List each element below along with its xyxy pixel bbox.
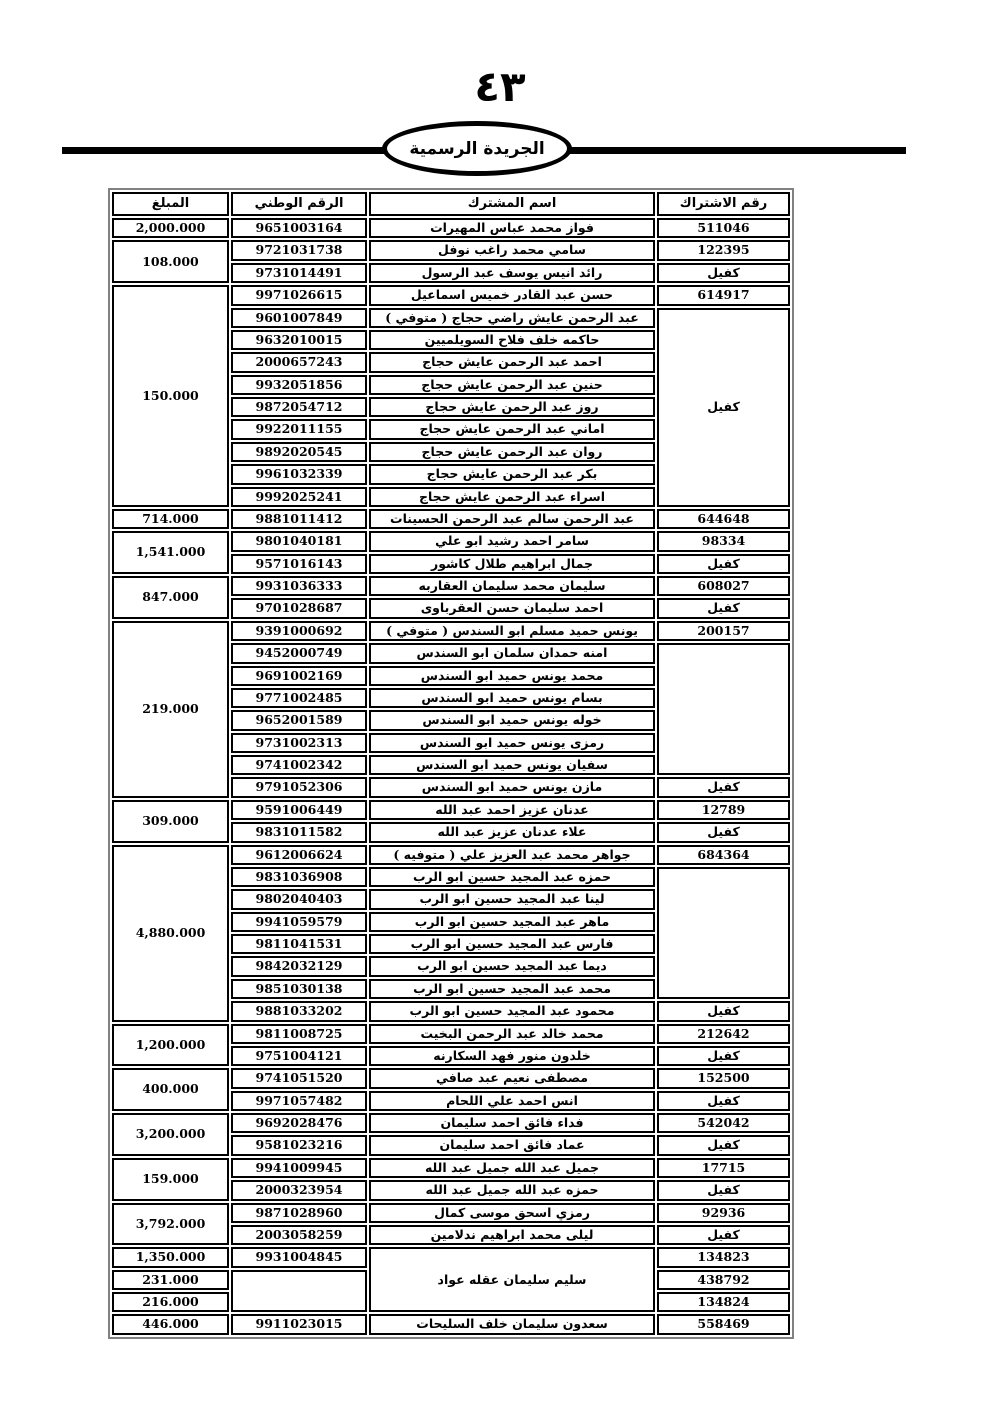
cell-subscriber-name: حمزه عبد الله جميل عبد الله (369, 1180, 655, 1200)
cell-national-number: 9571016143 (231, 554, 367, 574)
cell-national-number: 9932051856 (231, 375, 367, 395)
cell-subscriber-name: رائد انيس يوسف عبد الرسول (369, 263, 655, 283)
cell-subscriber-name: عدنان عزيز احمد عبد الله (369, 800, 655, 820)
cell-national-number: 9872054712 (231, 397, 367, 417)
cell-subscriber-name: حاكمه خلف فلاح السويلميين (369, 330, 655, 350)
cell-subscriber-name: بكر عبد الرحمن عايش حجاج (369, 464, 655, 484)
cell-subscription-number: كفيل (657, 1001, 790, 1021)
cell-subscription-number: 17715 (657, 1158, 790, 1178)
cell-subscriber-name: مصطفى نعيم عبد صافي (369, 1068, 655, 1088)
cell-amount: 231.000 (112, 1270, 229, 1290)
cell-subscriber-name: عبد الرحمن عايش راضي حجاج ( متوفي ) (369, 308, 655, 328)
cell-national-number: 9911023015 (231, 1314, 367, 1334)
cell-subscriber-name: سامر احمد رشيد ابو علي (369, 531, 655, 551)
cell-subscriber-name: سعدون سليمان خلف السليحات (369, 1314, 655, 1334)
cell-subscription-number: كفيل (657, 1091, 790, 1111)
gazette-table-body (112, 218, 790, 1335)
cell-national-number: 9842032129 (231, 956, 367, 976)
cell-subscription-number: 684364 (657, 845, 790, 865)
cell-national-number: 9811041531 (231, 934, 367, 954)
cell-national-number: 9801040181 (231, 531, 367, 551)
cell-subscriber-name: جمال ابراهيم طلال كاشور (369, 554, 655, 574)
page-number: ٤٣ (474, 62, 526, 111)
cell-subscription-number (657, 867, 790, 999)
cell-subscription-number: 92936 (657, 1203, 790, 1223)
cell-subscriber-name: سامي محمد راغب نوفل (369, 240, 655, 260)
table-row (112, 576, 790, 596)
cell-subscription-number: 614917 (657, 285, 790, 305)
cell-national-number: 9771002485 (231, 688, 367, 708)
cell-subscriber-name: ليلى محمد ابراهيم ندلامين (369, 1225, 655, 1245)
cell-subscriber-name: حنين عبد الرحمن عايش حجاج (369, 375, 655, 395)
cell-subscription-number: 134823 (657, 1247, 790, 1267)
cell-national-number: 9831036908 (231, 867, 367, 887)
cell-subscription-number: كفيل (657, 777, 790, 797)
table-header-row (112, 192, 790, 216)
cell-subscriber-name: محمد يونس حميد ابو السندس (369, 666, 655, 686)
table-row (112, 240, 790, 260)
table-row (112, 509, 790, 529)
table-row (112, 1203, 790, 1223)
cell-national-number: 9971057482 (231, 1091, 367, 1111)
cell-subscriber-name: اسراء عبد الرحمن عايش حجاج (369, 487, 655, 507)
cell-subscription-number: 542042 (657, 1113, 790, 1133)
cell-subscriber-name: ديما عبد المجيد حسين ابو الرب (369, 956, 655, 976)
table-row (112, 1068, 790, 1088)
cell-national-number: 9851030138 (231, 979, 367, 999)
cell-subscriber-name: ماهر عبد المجيد حسين ابو الرب (369, 912, 655, 932)
cell-subscription-number: 511046 (657, 218, 790, 238)
cell-amount: 1,541.000 (112, 531, 229, 574)
cell-subscription-number: كفيل (657, 554, 790, 574)
cell-national-number: 9881033202 (231, 1001, 367, 1021)
cell-subscriber-name: لينا عبد المجيد حسين ابو الرب (369, 889, 655, 909)
cell-subscriber-name: جواهر محمد عبد العزيز علي ( متوفيه ) (369, 845, 655, 865)
table-row (112, 218, 790, 238)
cell-subscription-number: 134824 (657, 1292, 790, 1312)
cell-subscriber-name: فواز محمد عباس المهيرات (369, 218, 655, 238)
cell-subscriber-name: عماد فائق احمد سليمان (369, 1135, 655, 1155)
cell-subscriber-name: احمد عبد الرحمن عايش حجاج (369, 352, 655, 372)
cell-subscriber-name: يونس حميد مسلم ابو السندس ( متوفي ) (369, 621, 655, 641)
cell-subscription-number: كفيل (657, 822, 790, 842)
table-row (112, 621, 790, 641)
cell-subscriber-name: روان عبد الرحمن عايش حجاج (369, 442, 655, 462)
banner-title: الجريدة الرسمية (409, 138, 545, 159)
cell-amount: 1,200.000 (112, 1024, 229, 1067)
cell-subscription-number: 212642 (657, 1024, 790, 1044)
cell-national-number: 9871028960 (231, 1203, 367, 1223)
cell-national-number: 9922011155 (231, 419, 367, 439)
cell-amount: 446.000 (112, 1314, 229, 1334)
cell-national-number: 2003058259 (231, 1225, 367, 1245)
cell-subscription-number: كفيل (657, 598, 790, 618)
cell-national-number: 9601007849 (231, 308, 367, 328)
subscriber-table-wrap (108, 188, 792, 1339)
cell-national-number (231, 1270, 367, 1313)
cell-amount: 3,792.000 (112, 1203, 229, 1246)
table-row (112, 531, 790, 551)
cell-national-number: 9941009945 (231, 1158, 367, 1178)
cell-national-number: 9931004845 (231, 1247, 367, 1267)
table-row (112, 800, 790, 820)
cell-subscription-number: 608027 (657, 576, 790, 596)
cell-subscriber-name: سليمان محمد سليمان العقاربه (369, 576, 655, 596)
cell-subscription-number: كفيل (657, 1135, 790, 1155)
cell-subscription-number: 98334 (657, 531, 790, 551)
table-row (112, 285, 790, 305)
cell-amount: 216.000 (112, 1292, 229, 1312)
cell-subscriber-name: رمزى يونس حميد ابو السندس (369, 733, 655, 753)
cell-subscriber-name: روز عبد الرحمن عايش حجاج (369, 397, 655, 417)
cell-national-number: 9741051520 (231, 1068, 367, 1088)
cell-amount: 2,000.000 (112, 218, 229, 238)
cell-subscription-number: كفيل (657, 263, 790, 283)
cell-subscription-number: 152500 (657, 1068, 790, 1088)
cell-national-number: 9651003164 (231, 218, 367, 238)
header-national-number: الرقم الوطني (231, 192, 367, 216)
cell-subscription-number: كفيل (657, 1180, 790, 1200)
cell-national-number: 9751004121 (231, 1046, 367, 1066)
cell-national-number: 9721031738 (231, 240, 367, 260)
cell-subscription-number: كفيل (657, 308, 790, 507)
cell-subscriber-name: خوله يونس حميد ابو السندس (369, 710, 655, 730)
cell-subscription-number: 12789 (657, 800, 790, 820)
cell-national-number: 9452000749 (231, 643, 367, 663)
cell-national-number: 9791052306 (231, 777, 367, 797)
cell-national-number: 9691002169 (231, 666, 367, 686)
cell-amount: 3,200.000 (112, 1113, 229, 1156)
subscriber-table (108, 188, 794, 1339)
cell-subscriber-name: مازن يونس حميد ابو السندس (369, 777, 655, 797)
cell-subscriber-name: سليم سليمان عقله عواد (369, 1247, 655, 1312)
cell-subscriber-name: خلدون منور فهد السكارنه (369, 1046, 655, 1066)
table-row (112, 1113, 790, 1133)
cell-national-number: 9892020545 (231, 442, 367, 462)
cell-subscription-number: كفيل (657, 1225, 790, 1245)
cell-national-number: 9971026615 (231, 285, 367, 305)
cell-subscription-number: 122395 (657, 240, 790, 260)
cell-national-number: 9692028476 (231, 1113, 367, 1133)
table-row (112, 845, 790, 865)
cell-subscriber-name: علاء عدنان عزيز عبد الله (369, 822, 655, 842)
table-row (112, 1158, 790, 1178)
cell-subscriber-name: جميل عبد الله جميل عبد الله (369, 1158, 655, 1178)
cell-national-number: 9731014491 (231, 263, 367, 283)
cell-national-number: 9881011412 (231, 509, 367, 529)
cell-subscription-number (657, 643, 790, 775)
header-subscription-number: رقم الاشتراك (657, 192, 790, 216)
cell-subscription-number: 438792 (657, 1270, 790, 1290)
cell-national-number: 9591006449 (231, 800, 367, 820)
cell-subscription-number: 200157 (657, 621, 790, 641)
cell-amount: 847.000 (112, 576, 229, 619)
cell-national-number: 9802040403 (231, 889, 367, 909)
cell-national-number: 9701028687 (231, 598, 367, 618)
cell-amount: 309.000 (112, 800, 229, 843)
cell-amount: 714.000 (112, 509, 229, 529)
cell-amount: 400.000 (112, 1068, 229, 1111)
table-row (112, 1314, 790, 1334)
cell-national-number: 2000323954 (231, 1180, 367, 1200)
cell-national-number: 9581023216 (231, 1135, 367, 1155)
cell-national-number: 9941059579 (231, 912, 367, 932)
cell-subscription-number: 558469 (657, 1314, 790, 1334)
cell-national-number: 9652001589 (231, 710, 367, 730)
cell-national-number: 9992025241 (231, 487, 367, 507)
cell-amount: 4,880.000 (112, 845, 229, 1022)
header-amount: المبلغ (112, 192, 229, 216)
table-row (112, 1024, 790, 1044)
cell-national-number: 9741002342 (231, 755, 367, 775)
cell-subscriber-name: رمزي اسحق موسى كمال (369, 1203, 655, 1223)
cell-national-number: 9612006624 (231, 845, 367, 865)
cell-subscription-number: كفيل (657, 1046, 790, 1066)
table-row (112, 1247, 790, 1267)
cell-subscriber-name: انس احمد علي اللحام (369, 1091, 655, 1111)
header-subscriber-name: اسم المشترك (369, 192, 655, 216)
cell-subscriber-name: فداء فائق احمد سليمان (369, 1113, 655, 1133)
cell-national-number: 9731002313 (231, 733, 367, 753)
cell-amount: 150.000 (112, 285, 229, 507)
cell-subscriber-name: فارس عبد المجيد حسين ابو الرب (369, 934, 655, 954)
cell-national-number: 9961032339 (231, 464, 367, 484)
cell-national-number: 9811008725 (231, 1024, 367, 1044)
cell-amount: 108.000 (112, 240, 229, 283)
cell-national-number: 9931036333 (231, 576, 367, 596)
cell-subscriber-name: محمد عبد المجيد حسين ابو الرب (369, 979, 655, 999)
cell-subscriber-name: سفيان يونس حميد ابو السندس (369, 755, 655, 775)
cell-subscriber-name: محمد خالد عبد الرحمن البخيت (369, 1024, 655, 1044)
cell-subscriber-name: عبد الرحمن سالم عبد الرحمن الحسينات (369, 509, 655, 529)
cell-subscriber-name: بسام يونس حميد ابو السندس (369, 688, 655, 708)
banner-ellipse (382, 121, 572, 176)
cell-national-number: 2000657243 (231, 352, 367, 372)
cell-amount: 1,350.000 (112, 1247, 229, 1267)
cell-subscriber-name: اماني عبد الرحمن عايش حجاج (369, 419, 655, 439)
cell-subscriber-name: احمد سليمان حسن العقرباوى (369, 598, 655, 618)
cell-subscription-number: 644648 (657, 509, 790, 529)
cell-national-number: 9632010015 (231, 330, 367, 350)
cell-national-number: 9391000692 (231, 621, 367, 641)
cell-subscriber-name: امنه حمدان سلمان ابو السندس (369, 643, 655, 663)
cell-subscriber-name: محمود عبد المجيد حسين ابو الرب (369, 1001, 655, 1021)
cell-national-number: 9831011582 (231, 822, 367, 842)
cell-subscriber-name: حمزه عبد المجيد حسين ابو الرب (369, 867, 655, 887)
cell-amount: 219.000 (112, 621, 229, 798)
cell-amount: 159.000 (112, 1158, 229, 1201)
cell-subscriber-name: حسن عبد القادر خميس اسماعيل (369, 285, 655, 305)
